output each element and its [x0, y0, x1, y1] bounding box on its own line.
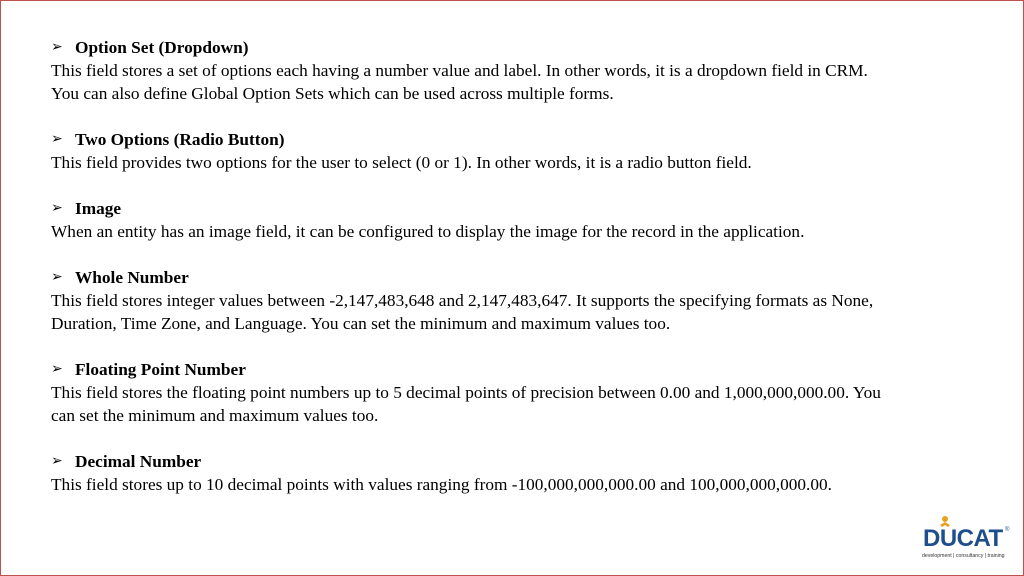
arrow-bullet-icon: ➢	[51, 454, 63, 469]
section-whole-number	[51, 266, 991, 335]
section-heading	[51, 266, 991, 289]
section-image	[51, 197, 991, 243]
svg-text:development | consultancy | tr: development | consultancy | training	[922, 553, 1005, 559]
section-line: can set the minimum and maximum values too.	[51, 406, 379, 425]
ducat-logo-icon	[921, 513, 1011, 563]
section-line: When an entity has an image field, it can be configured to display the image for the record in the application.	[51, 222, 805, 241]
section-line: This field stores a set of options each having a number value and label. In other words, it is a dropdown field in CRM.	[51, 61, 868, 80]
section-line: This field stores the floating point numbers up to 5 decimal points of precision between 0.00 and 1,000,000,000.00. You	[51, 383, 881, 402]
section-decimal-number	[51, 450, 991, 496]
arrow-bullet-icon: ➢	[51, 201, 63, 216]
section-heading	[51, 358, 991, 381]
section-line: Duration, Time Zone, and Language. You can set the minimum and maximum values too.	[51, 314, 671, 333]
svg-text:®: ®	[1005, 527, 1010, 533]
arrow-bullet-icon: ➢	[51, 132, 63, 147]
section-title: Whole Number	[75, 268, 189, 287]
arrow-bullet-icon: ➢	[51, 40, 63, 55]
section-line: This field stores up to 10 decimal points with values ranging from -100,000,000,000.00 and 100,000,000,000.00.	[51, 475, 832, 494]
section-heading	[51, 197, 991, 220]
section-title: Image	[75, 199, 122, 218]
section-title: Floating Point Number	[75, 360, 246, 379]
section-title: Option Set (Dropdown)	[75, 38, 249, 57]
section-title: Decimal Number	[75, 452, 202, 471]
section-line: You can also define Global Option Sets which can be used across multiple forms.	[51, 84, 614, 103]
section-two-options	[51, 128, 991, 174]
svg-text:DUCAT: DUCAT	[923, 525, 1003, 552]
slide-content	[51, 36, 991, 519]
section-heading	[51, 128, 991, 151]
section-heading	[51, 450, 991, 473]
section-line: This field provides two options for the user to select (0 or 1). In other words, it is a radio button field.	[51, 153, 752, 172]
section-heading	[51, 36, 991, 59]
arrow-bullet-icon: ➢	[51, 270, 63, 285]
section-option-set	[51, 36, 991, 105]
section-floating-point	[51, 358, 991, 427]
section-title: Two Options (Radio Button)	[75, 130, 285, 149]
arrow-bullet-icon: ➢	[51, 362, 63, 377]
section-line: This field stores integer values between -2,147,483,648 and 2,147,483,647. It supports the specifying formats as None,	[51, 291, 874, 310]
ducat-logo	[921, 513, 1011, 563]
